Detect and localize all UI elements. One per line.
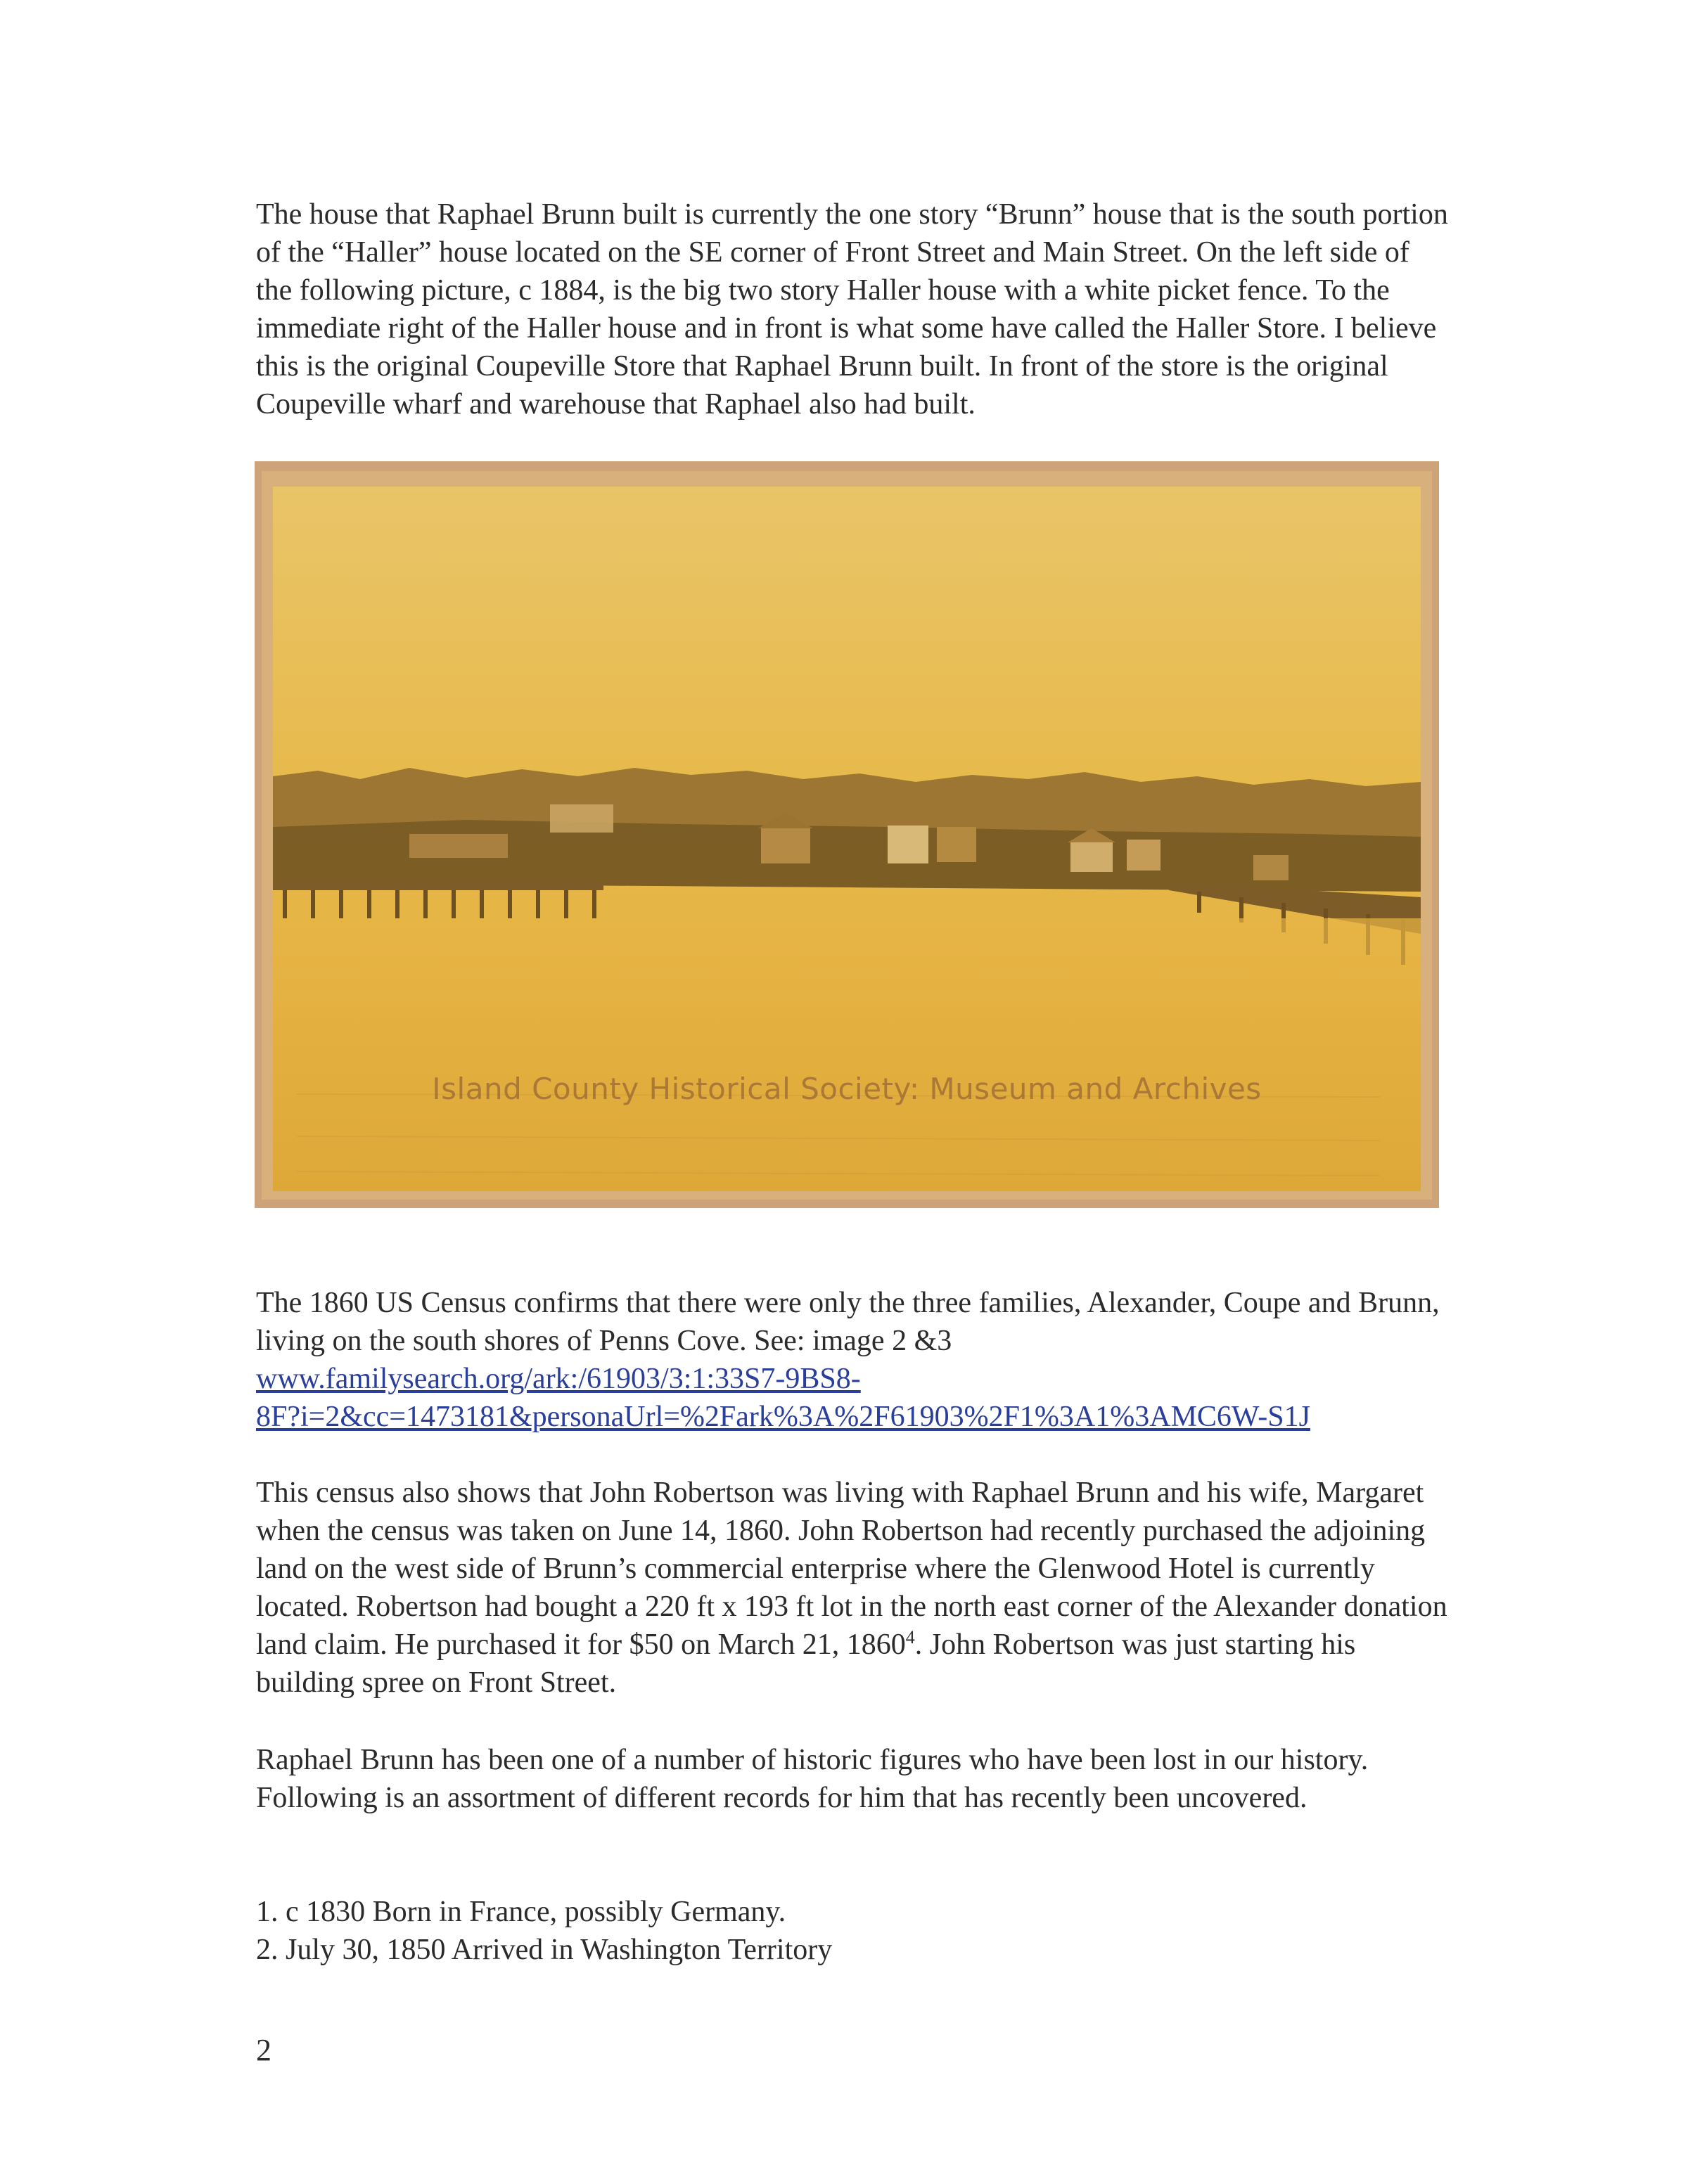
brunn-history-paragraph: Raphael Brunn has been one of a number of historic figures who have been lost in our history. Following is an assortment of different records for him that has recently been uncovered. [256,1744,1369,1814]
historic-photo [255,461,1439,1208]
list-item: 2. July 30, 1850 Arrived in Washington Territory [256,1934,833,1966]
intro-paragraph: The house that Raphael Brunn built is currently the one story “Brunn” house that is the south portion of the “Haller” house located on the SE corner of Front Street and Main Street. On the left side of the following picture, c 1884, is the big two story Haller house with a white picket fence. To the immediate right of the Haller house and in front is what some have called the Haller Store. I believe this is the original Coupeville Store that Raphael Brunn built. In front of the store is the original Coupeville wharf and warehouse that Raphael also had built. [256,198,1448,420]
photo-watermark: Island County Historical Society: Museum and Archives [432,1072,1262,1106]
census-text: The 1860 US Census confirms that there were only the three families, Alexander, Coupe and Brunn, living on the south shores of Penns Cove. See: image 2 &3 [256,1287,1440,1357]
census-paragraph [256,1284,1452,1436]
census-link-line-1[interactable]: www.familysearch.org/ark:/61903/3:1:33S7-9BS8- [256,1363,861,1395]
robertson-text: This census also shows that John Robertson was living with Raphael Brunn and his wife, Margaret when the census was taken on June 14, 1860. John Robertson had recently purchased the adjoining land on the west side of Brunn’s commercial enterprise where the Glenwood Hotel is currently located. Robertson had bought a 220 ft x 193 ft lot in the north east corner of the Alexander donation land claim. He purchased it for $50 on March 21, 1860 [256,1477,1447,1661]
census-link-line-2[interactable]: 8F?i=2&cc=1473181&personaUrl=%2Fark%3A%2F61903%2F1%3A1%3AMC6W-S1J [256,1401,1310,1433]
page-number: 2 [256,2033,271,2067]
robertson-paragraph [256,1474,1452,1702]
list-item: 1. c 1830 Born in France, possibly Germany. [256,1896,786,1928]
footnote-ref: 4 [905,1627,915,1647]
robertson-text-tail: . John Robertson was just starting his building spree on Front Street. [256,1629,1356,1699]
records-list [256,1893,1452,1969]
